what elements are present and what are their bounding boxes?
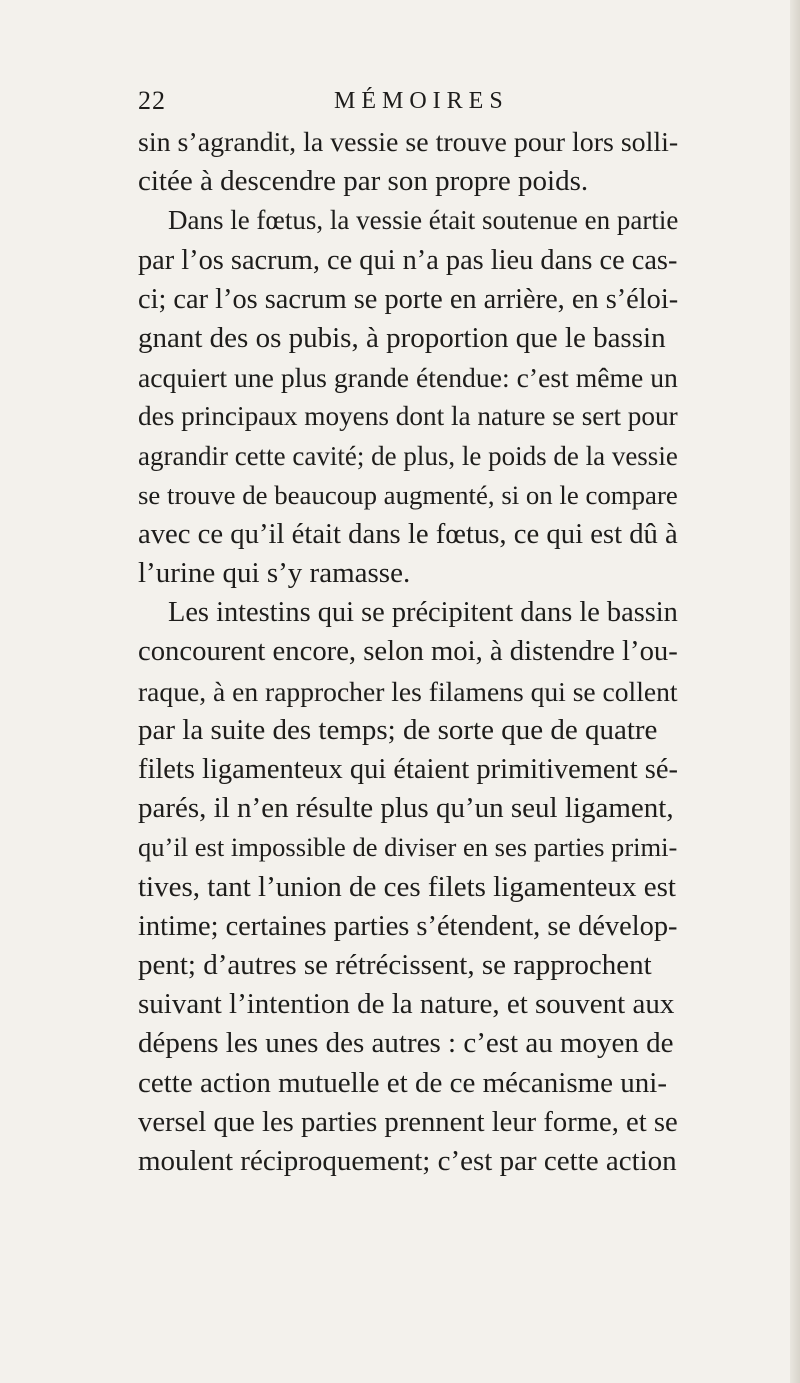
text-line: sin s’agrandit, la vessie se trouve pour lors solli-: [138, 127, 679, 158]
text-line: concourent encore, selon moi, à distendre l’ou-: [138, 635, 678, 668]
running-title: MÉMOIRES: [334, 88, 509, 114]
text-line: dépens les unes des autres : c’est au moyen de: [138, 1027, 674, 1060]
text-line: versel que les parties prennent leur forme, et se: [138, 1105, 678, 1138]
text-line: avec ce qu’il était dans le fœtus, ce qui est dû à: [138, 517, 678, 550]
text-line: par la suite des temps; de sorte que de quatre: [138, 713, 658, 746]
text-line: acquiert une plus grande étendue: c’est même un: [138, 362, 678, 394]
text-line: l’urine qui s’y ramasse.: [138, 557, 411, 590]
text-line: parés, il n’en résulte plus qu’un seul ligament,: [138, 792, 674, 825]
text-line: pent; d’autres se rétrécissent, se rapprochent: [138, 948, 652, 981]
body-text: [138, 123, 678, 1181]
text-line: intime; certaines parties s’étendent, se dévelop-: [138, 910, 678, 942]
page-number: 22: [138, 86, 166, 115]
text-line: gnant des os pubis, à proportion que le bassin: [138, 321, 666, 354]
text-line: citée à descendre par son propre poids.: [138, 165, 589, 198]
text-line: agrandir cette cavité; de plus, le poids de la vessie: [138, 440, 678, 471]
text-line: des principaux moyens dont la nature se sert pour: [138, 401, 678, 432]
text-line: se trouve de beaucoup augmenté, si on le compare: [138, 479, 678, 510]
page-edge: [790, 0, 800, 1383]
text-line: raque, à en rapprocher les filamens qui se collent: [138, 675, 678, 707]
text-line: tives, tant l’union de ces filets ligamenteux est: [138, 870, 676, 903]
text-line: par l’os sacrum, ce qui n’a pas lieu dans ce cas-: [138, 244, 678, 276]
text-line: moulent réciproquement; c’est par cette action: [138, 1144, 677, 1177]
text-line: suivant l’intention de la nature, et souvent aux: [138, 988, 675, 1021]
text-line: qu’il est impossible de diviser en ses parties primi-: [138, 832, 678, 863]
text-line: filets ligamenteux qui étaient primitivement sé-: [138, 754, 678, 785]
page-header: [138, 86, 658, 122]
text-line: Les intestins qui se précipitent dans le bassin: [168, 597, 678, 629]
text-line: Dans le fœtus, la vessie était soutenue en partie: [168, 205, 679, 236]
text-line: ci; car l’os sacrum se porte en arrière, en s’éloi-: [138, 283, 679, 315]
text-line: cette action mutuelle et de ce mécanisme uni-: [138, 1066, 668, 1099]
